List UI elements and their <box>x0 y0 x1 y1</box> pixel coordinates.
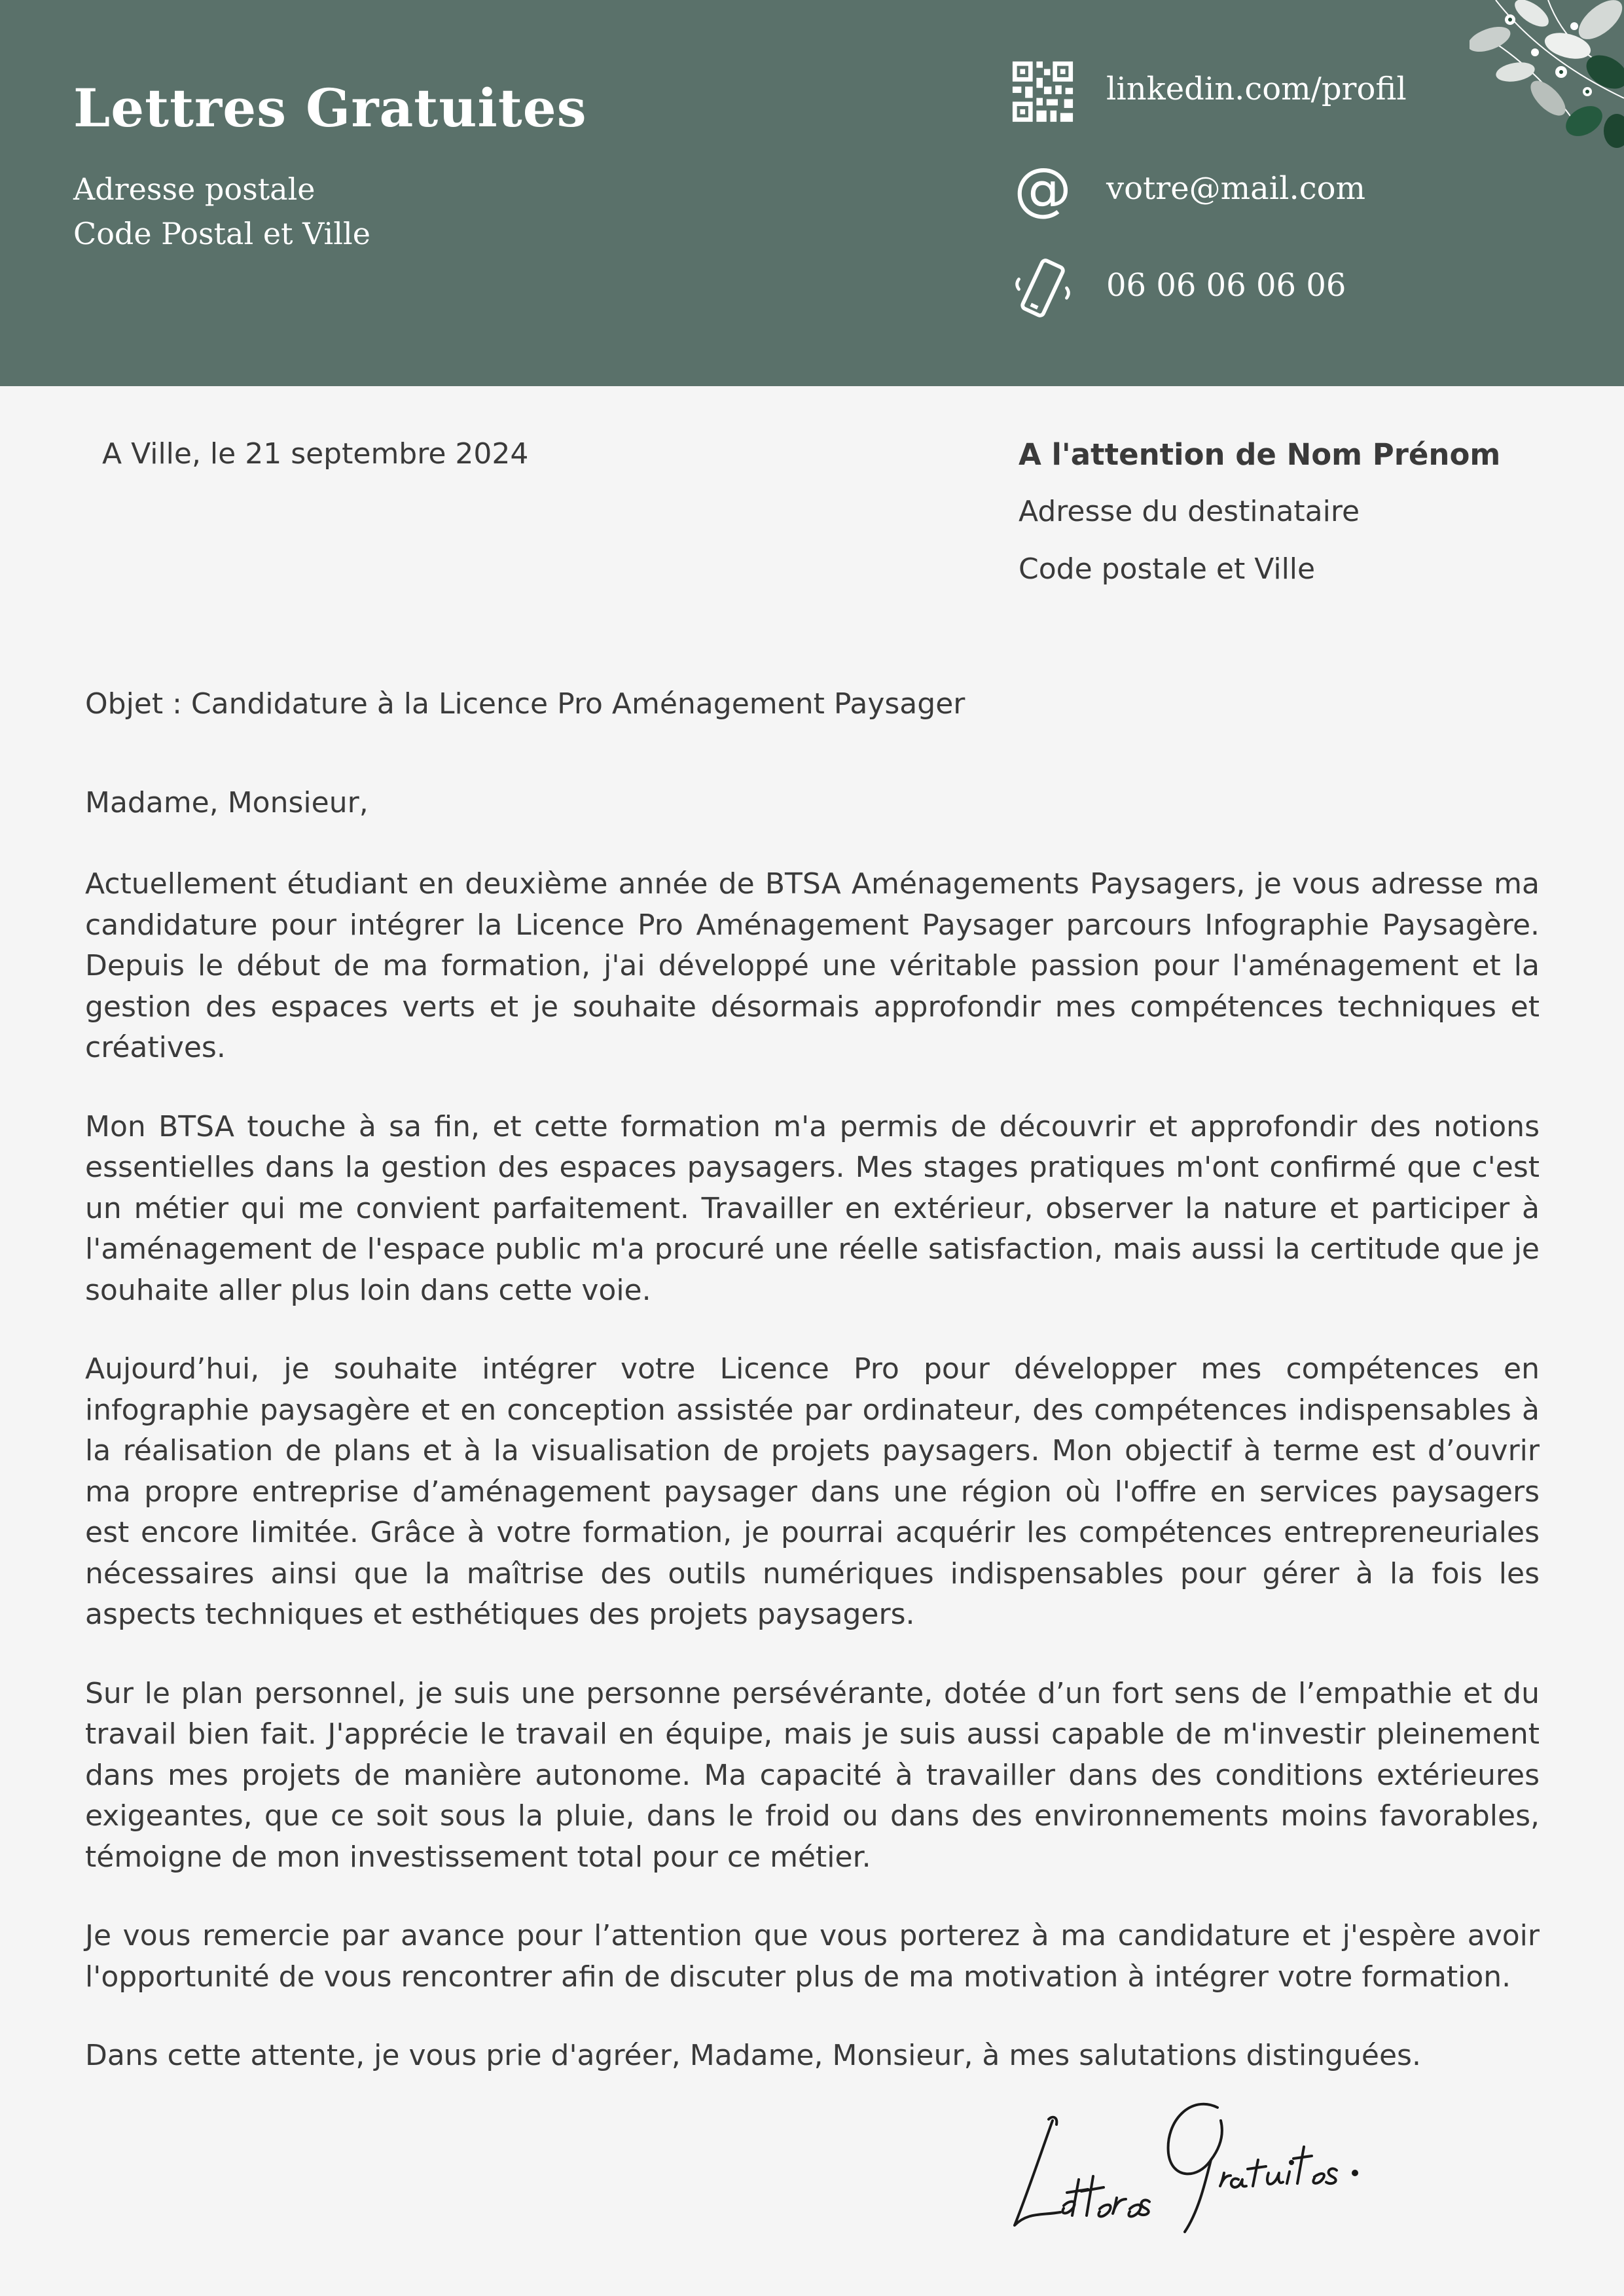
recipient-city: Code postale et Ville <box>1019 552 1316 586</box>
qr-code-icon <box>1011 60 1074 123</box>
salutation: Madame, Monsieur, <box>85 786 369 819</box>
linkedin-link[interactable]: linkedin.com/profil <box>1106 71 1407 107</box>
letterhead-banner <box>0 0 1624 386</box>
recipient-address: Adresse du destinataire <box>1019 495 1360 528</box>
closing-paragraph: Dans cette attente, je vous prie d'agréer, Madame, Monsieur, à mes salutations distinguées. <box>85 2039 1421 2072</box>
email-link[interactable]: votre@mail.com <box>1106 170 1366 207</box>
letter-body <box>85 864 1540 2115</box>
body-paragraph: Aujourd’hui, je souhaite intégrer votre Licence Pro pour développer mes compétences en infographie paysagère et en conception assistée par ordinateur, des compétences indispensables à la réalisation de plans et à la visualisation de projets paysagers. Mon objectif à terme est d’ouvrir ma propre entreprise d’aménagement paysager dans une région où l'offre en services paysagers est encore limitée. Grâce à votre formation, je pourrai acquérir les compétences entrepreneuriales nécessaires ainsi que la maîtrise des outils numériques indispensables pour gérer à la fois les aspects techniques et esthétiques des projets paysagers. <box>85 1352 1540 1631</box>
svg-text:@: @ <box>1013 160 1072 223</box>
body-paragraph: Je vous remercie par avance pour l’attention que vous porterez à ma candidature et j'espère avoir l'opportunité de vous rencontrer afin de discuter plus de ma motivation à intégrer votre formation. <box>85 1919 1540 1994</box>
body-paragraph: Sur le plan personnel, je suis une personne persévérante, dotée d’un fort sens de l’empathie et du travail bien fait. J'apprécie le travail en équipe, mais je suis aussi capable de m'investir pleinement dans mes projets de manière autonome. Ma capacité à travailler dans des conditions extérieures exigeantes, que ce soit sous la pluie, dans le froid ou dans des environnements moins favorables, témoigne de mon investissement total pour ce métier. <box>85 1676 1540 1874</box>
letter-subject: Objet : Candidature à la Licence Pro Aménagement Paysager <box>85 687 965 721</box>
letter-date: A Ville, le 21 septembre 2024 <box>102 437 529 471</box>
at-sign-icon <box>1011 160 1074 223</box>
handwritten-signature <box>1001 2081 1381 2238</box>
sender-address: Adresse postale <box>73 171 316 207</box>
body-paragraph: Mon BTSA touche à sa fin, et cette formation m'a permis de découvrir et approfondir des notions essentielles dans la gestion des espaces paysagers. Mes stages pratiques m'ont confirmé que c'est un métier qui me convient parfaitement. Travailler en extérieur, observer la nature et participer à l'aménagement de l'espace public m'a procuré une réelle satisfaction, mais aussi la certitude que je souhaite aller plus loin dans cette voie. <box>85 1109 1540 1307</box>
recipient-name: A l'attention de Nom Prénom <box>1019 437 1501 472</box>
sender-city: Code Postal et Ville <box>73 216 370 251</box>
sender-name: Lettres Gratuites <box>73 77 587 139</box>
floral-decoration <box>1470 0 1624 164</box>
body-paragraph: Actuellement étudiant en deuxième année de BTSA Aménagements Paysagers, je vous adresse ma candidature pour intégrer la Licence Pro Aménagement Paysager parcours Infographie Paysagère. Depuis le début de ma formation, j'ai développé une véritable passion pour l'aménagement et la gestion des espaces verts et je souhaite désormais approfondir mes compétences techniques et créatives. <box>85 867 1540 1064</box>
phone-icon <box>1011 257 1074 319</box>
phone-number: 06 06 06 06 06 <box>1106 267 1346 304</box>
